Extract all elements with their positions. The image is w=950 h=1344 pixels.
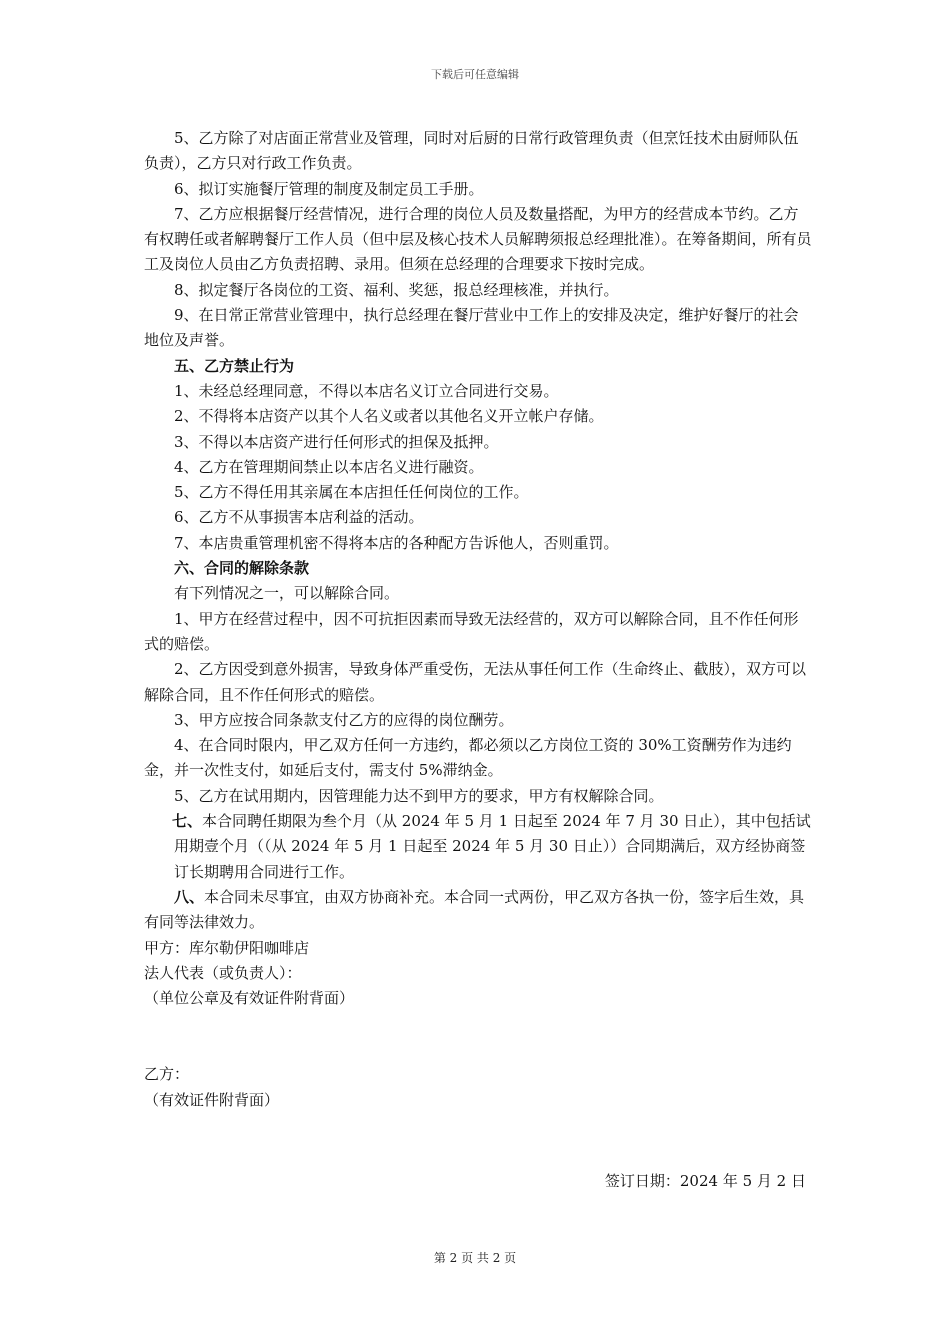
page-header: 下载后可任意编辑 [431,68,519,81]
page-footer: 第 2 页 共 2 页 [433,1251,517,1265]
signing-date: 签订日期：2024 年 5 月 2 日 [604,1172,806,1190]
clause-5-1: 1、未经总经理同意，不得以本店名义订立合同进行交易。 [174,381,559,400]
section-8-label: 八、 [174,887,205,906]
clause-6-1: 1、甲方在经营过程中，因不可抗拒因素而导致无法经营的，双方可以解除合同，且不作任何形式的赔偿。 [144,609,799,653]
clause-5-5: 5、乙方不得任用其亲属在本店担任任何岗位的工作。 [174,483,529,502]
legal-representative: 法人代表（或负责人）： [144,963,302,982]
clause-6-4: 4、在合同时限内，甲乙双方任何一方违约，都必须以乙方岗位工资的 30%工资酬劳作为违约金，并一次性支付，如延后支付，需支付 5%滞纳金。 [144,736,792,780]
clause-4-6: 6、拟订实施餐厅管理的制度及制定员工手册。 [174,179,484,198]
party-b: 乙方： [144,1065,190,1084]
section-6-heading: 六、合同的解除条款 [174,559,310,578]
clause-4-9: 9、在日常正常营业管理中，执行总经理在餐厅营业中工作上的安排及决定，维护好餐厅的社会地位及声誉。 [144,306,799,350]
document-body [144,126,812,1113]
section-7-label: 七、 [172,812,203,831]
section-7-text: 本合同聘任期限为叁个月（从 2024 年 5 月 1 日起至 2024 年 7 月 30 日止），其中包括试用期壹个月（（从 2024 年 5 月 1 日起至 2024 年 5 月 30 日止））合同期满后，双方经协商签订长期聘用合同进行工作。 [174,812,811,881]
section-7 [144,809,812,885]
clause-6-5: 5、乙方在试用期内，因管理能力达不到甲方的要求，甲方有权解除合同。 [174,786,664,805]
section-8-text: 本合同未尽事宜，由双方协商补充。本合同一式两份，甲乙双方各执一份，签字后生效，具有同等法律效力。 [144,887,805,932]
clause-6-3: 3、甲方应按合同条款支付乙方的应得的岗位酬劳。 [174,710,514,729]
clause-4-7: 7、乙方应根据餐厅经营情况，进行合理的岗位人员及数量搭配，为甲方的经营成本节约。乙方有权聘任或者解聘餐厅工作人员（但中层及核心技术人员解聘须报总经理批准）。在筹备期间，所有员工及岗位人员由乙方负责招聘、录用。但须在总经理的合理要求下按时完成。 [144,204,812,274]
clause-4-5: 5、乙方除了对店面正常营业及管理，同时对后厨的日常行政管理负责（但烹饪技术由厨师队伍负责），乙方只对行政工作负责。 [144,129,799,173]
clause-5-2: 2、不得将本店资产以其个人名义或者以其他名义开立帐户存储。 [174,407,604,426]
section-8 [144,885,812,936]
section-6-intro: 有下列情况之一，可以解除合同。 [174,584,400,603]
section-5-heading: 五、乙方禁止行为 [174,356,295,375]
clause-5-4: 4、乙方在管理期间禁止以本店名义进行融资。 [174,457,484,476]
clause-4-8: 8、拟定餐厅各岗位的工资、福利、奖惩，报总经理核准，并执行。 [174,280,619,299]
party-a: 甲方：库尔勒伊阳咖啡店 [144,938,310,957]
clause-6-2: 2、乙方因受到意外损害，导致身体严重受伤，无法从事任何工作（生命终止、截肢），双方可以解除合同，且不作任何形式的赔偿。 [144,660,807,704]
party-b-note: （有效证件附背面） [144,1090,280,1109]
clause-5-6: 6、乙方不从事损害本店利益的活动。 [174,508,424,527]
clause-5-3: 3、不得以本店资产进行任何形式的担保及抵押。 [174,432,499,451]
clause-5-7: 7、本店贵重管理机密不得将本店的各种配方告诉他人，否则重罚。 [174,533,619,552]
party-a-note: （单位公章及有效证件附背面） [144,989,355,1008]
